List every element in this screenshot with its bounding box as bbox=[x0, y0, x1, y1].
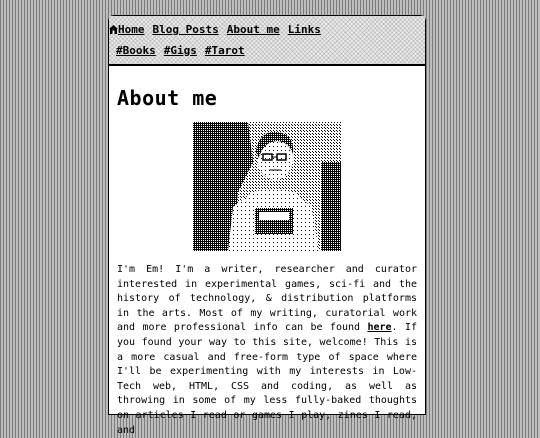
nav-blog-link[interactable]: Blog Posts bbox=[152, 23, 219, 36]
nav-home-label: Home bbox=[118, 23, 145, 36]
bio-here-link[interactable]: here bbox=[367, 322, 392, 334]
bio-paragraph bbox=[117, 263, 417, 438]
nav-about-link[interactable]: About me bbox=[226, 23, 280, 36]
tag-nav bbox=[116, 44, 245, 57]
main-content bbox=[109, 66, 425, 438]
site-header bbox=[109, 16, 425, 66]
tag-gigs-link[interactable]: #Gigs bbox=[163, 44, 197, 57]
home-icon bbox=[109, 25, 118, 34]
tag-books-link[interactable]: #Books bbox=[116, 44, 156, 57]
page-container bbox=[108, 15, 426, 436]
bio-text-part1: I'm Em! I'm a writer, researcher and curator interested in experimental games, sci-fi and the history of technology, & distribution platforms in the arts. Most of my writing, curatorial work and more professional info can be found bbox=[117, 264, 417, 334]
main-nav bbox=[109, 23, 321, 36]
bio-text-part2: . If you found your way to this site, welcome! This is a more casual and free-form type of space where I'll be experimenting with my interests in Low-Tech web, HTML, CSS and coding, as well as throwing in some of my less fully-baked thoughts on articles I read or games I play, zines I read, and bbox=[117, 322, 417, 436]
portrait-image bbox=[193, 122, 341, 251]
nav-home-link[interactable] bbox=[109, 23, 145, 36]
page-title: About me bbox=[117, 86, 218, 110]
tag-tarot-link[interactable]: #Tarot bbox=[204, 44, 245, 57]
nav-links-link[interactable]: Links bbox=[287, 23, 321, 36]
